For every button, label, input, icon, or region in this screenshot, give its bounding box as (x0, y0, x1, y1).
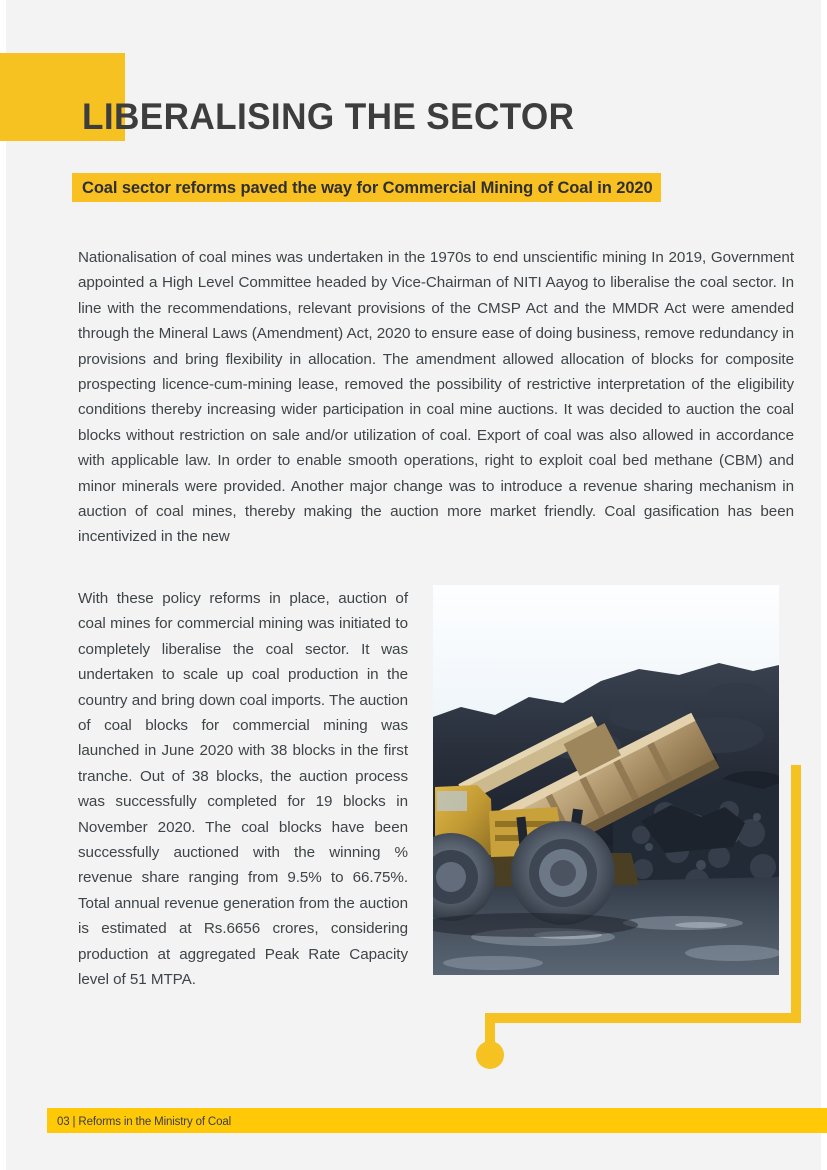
page-gutter-left (0, 0, 6, 1170)
subtitle-highlight: Coal sector reforms paved the way for Commercial Mining of Coal in 2020 (72, 173, 661, 202)
footer-label: 03 | Reforms in the Ministry of Coal (57, 1116, 231, 1128)
page-gutter-right (821, 0, 827, 1170)
body-paragraph: Nationalisation of coal mines was undertaken in the 1970s to end unscientific mining In 2019, Government appointed a High Level Committee headed by Vice-Chairman of NITI Aayog to liberalise the coal sector. In line with the recommendations, relevant provisions of the CMSP Act and the MMDR Act were amended through the Mineral Laws (Amendment) Act, 2020 to ensure ease of doing business, remove redundancy in provisions and bring flexibility in allocation. The amendment allowed allocation of blocks for composite prospecting licence-cum-mining lease, removed the possibility of restrictive interpretation of the eligibility conditions thereby increasing wider participation in coal mine auctions. It was decided to auction the coal blocks without restriction on sale and/or utilization of coal. Export of coal was also allowed in accordance with applicable law. In order to enable smooth operations, right to exploit coal bed methane (CBM) and minor minerals were provided. Another major change was to introduce a revenue sharing mechanism in auction of coal mines, thereby making the auction more market friendly. Coal gasification has been incentivized in the new (78, 249, 794, 546)
column-paragraph: With these policy reforms in place, auction of coal mines for commercial mining was initiated to completely liberalise the coal sector. It was undertaken to scale up coal production in the country and bring down coal imports. The auction of coal blocks for commercial mining was launched in June 2020 with 38 blocks in the first tranche. Out of 38 blocks, the auction process was successfully completed for 19 blocks in November 2020. The coal blocks have been successfully auctioned with the winning % revenue share ranging from 9.5% to 66.75%. Total annual revenue generation from the auction is estimated at Rs.6656 crores, considering production at aggregated Peak Rate Capacity level of 51 MTPA. (78, 590, 408, 989)
subtitle-container (72, 170, 694, 207)
page-title: LIBERALISING THE SECTOR (82, 96, 575, 137)
coal-mine-photo (433, 585, 779, 975)
